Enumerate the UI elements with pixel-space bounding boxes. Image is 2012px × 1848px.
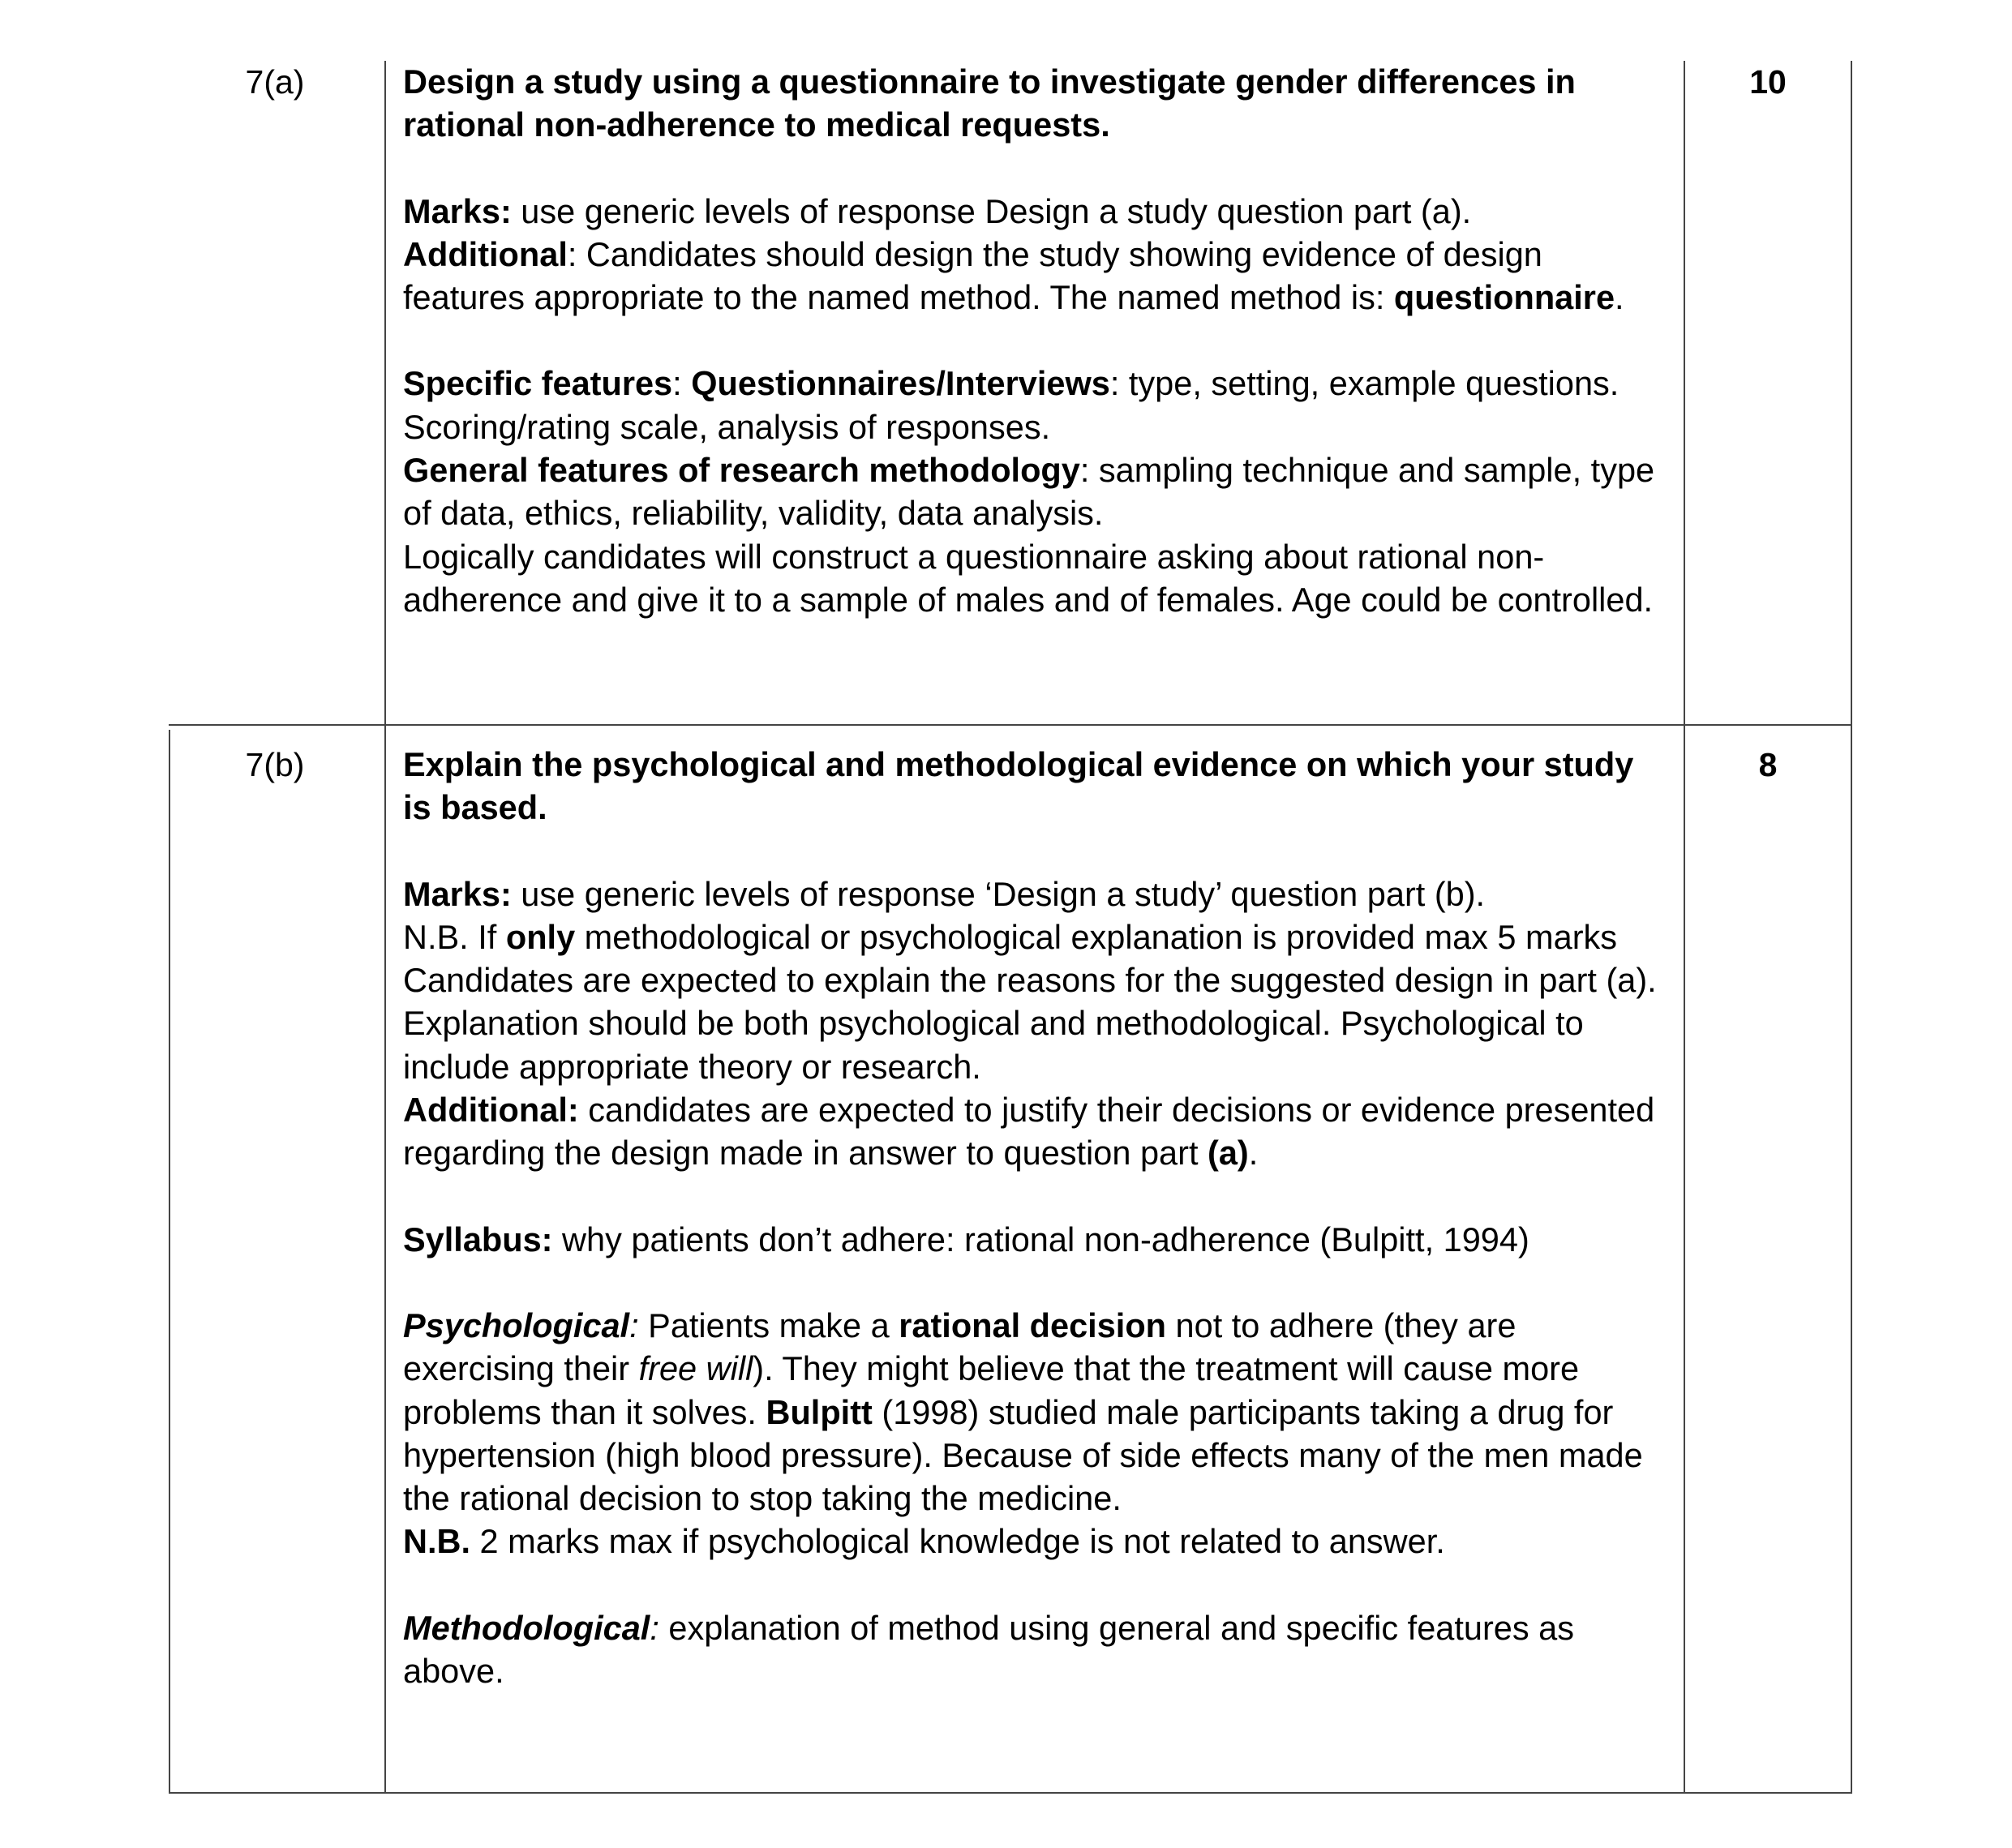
answer-guidance-7a [403,60,1668,621]
answer-guidance-7b [403,743,1668,1692]
logic-note: Logically candidates will construct a questionnaire asking about rational non-adherence and give it to a sample of males and of females. Age could be controlled. [403,537,1654,619]
row-divider [169,724,1852,726]
additional-guidance: Additional: candidates are expected to justify their decisions or evidence presented regarding the design made in answer to question part (a). [403,1091,1655,1173]
question-number: 7(a) [245,63,305,101]
psychological-explanation: Psychological: Patients make a rational decision not to adhere (they are exercising their free will). They might believe that the treatment will cause more problems than it solves. Bulpitt (1998) studied male participants taking a drug for hypertension (high blood pressure). Because of side effects many of the men made the rational decision to stop taking the medicine. [403,1306,1643,1518]
expectation-text: Candidates are expected to explain the reasons for the suggested design in part (a). Explanation should be both psychological and methodological. Psychological to include appropriate theory or research. [403,961,1657,1086]
marks-guidance: Marks: use generic levels of response ‘Design a study’ question part (b). [403,874,1486,913]
table-right-border [1851,61,1852,1794]
general-features: General features of research methodology: sampling technique and sample, type of data, ethics, reliability, validity, data analysis. [403,451,1655,533]
nb-only-note: N.B. If only methodological or psychological explanation is provided max 5 marks [403,917,1618,956]
methodological-explanation: Methodological: explanation of method using general and specific features as above. [403,1608,1574,1691]
specific-features: Specific features: Questionnaires/Interviews: type, setting, example questions. Scoring/rating scale, analysis of responses. [403,364,1619,446]
column-divider-marks [1684,61,1685,1794]
additional-guidance: Additional: Candidates should design the study showing evidence of design features appropriate to the named method. The named method is: questionnaire. [403,234,1624,317]
question-text: Design a study using a questionnaire to investigate gender differences in rational non-adherence to medical requests. [403,62,1576,144]
nb-knowledge-note: N.B. 2 marks max if psychological knowledge is not related to answer. [403,1522,1445,1561]
question-number: 7(b) [245,746,305,783]
column-divider-number [384,61,386,1794]
syllabus-reference: Syllabus: why patients don’t adhere: rational non-adherence (Bulpitt, 1994) [403,1220,1529,1258]
question-marks: 8 [1758,746,1778,783]
table-bottom-border [169,1792,1852,1794]
question-text: Explain the psychological and methodological evidence on which your study is based. [403,745,1634,827]
marks-guidance: Marks: use generic levels of response Design a study question part (a). [403,191,1472,230]
question-marks: 10 [1749,63,1787,101]
table-left-border [169,730,170,1794]
